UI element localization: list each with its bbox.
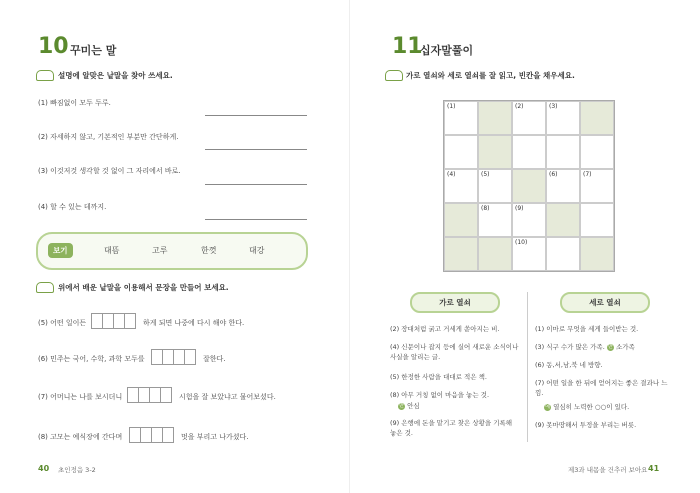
clue-number: (2) — [515, 103, 524, 110]
crossword-cell[interactable] — [546, 135, 580, 169]
across-clue-5: (5) 한정한 사람을 대대로 적은 책. — [390, 373, 487, 381]
crown-icon — [385, 70, 403, 81]
down-clue-7: (7) 어떤 일을 한 뒤에 얻어지는 좋은 결과나 느낌. — [535, 379, 668, 397]
word-option: 한껏 — [201, 246, 217, 255]
crossword-cell[interactable] — [478, 169, 512, 203]
answer-cells-8[interactable] — [130, 427, 174, 443]
question-4: (4) 할 수 있는 데까지. — [38, 203, 107, 211]
question-3: (3) 이것저것 생각할 것 없이 그 자리에서 바로. — [38, 167, 181, 175]
crossword-blocked-cell — [580, 101, 614, 135]
crossword-cell[interactable] — [444, 169, 478, 203]
sentence-8-end: 멋을 부리고 나가셨다. — [181, 433, 249, 441]
answer-line-1[interactable] — [205, 115, 307, 116]
crossword-cell[interactable] — [546, 237, 580, 271]
crossword-cell[interactable] — [580, 203, 614, 237]
page-number: 41 — [648, 464, 660, 473]
crossword-cell[interactable] — [580, 135, 614, 169]
crossword-blocked-cell — [512, 169, 546, 203]
crossword-cell[interactable] — [444, 135, 478, 169]
clue-number: (8) — [481, 205, 490, 212]
sentence-5-start: (5) 어떤 일이든 — [38, 319, 87, 327]
antonym-word: 소가족 — [615, 343, 635, 351]
chapter-title: 십자말풀이 — [420, 44, 474, 57]
crown-icon — [36, 70, 54, 81]
crossword-cell[interactable] — [478, 203, 512, 237]
sentence-6-end: 잘한다. — [203, 355, 226, 363]
word-box-label: 보기 — [48, 243, 73, 258]
crossword-cell[interactable] — [512, 203, 546, 237]
word-option: 고루 — [152, 246, 168, 255]
answer-cells-7[interactable] — [128, 387, 172, 403]
crossword-cell[interactable] — [512, 237, 546, 271]
crossword-blocked-cell — [478, 237, 512, 271]
crossword-cell[interactable] — [512, 101, 546, 135]
clue-number: (9) — [515, 205, 524, 212]
across-clues-title: 가로 열쇠 — [410, 292, 500, 313]
across-clue-8-antonym — [398, 401, 420, 411]
across-clue-8: (8) 아무 거칭 없이 마음을 놓는 것. — [390, 391, 490, 399]
word-option: 대뜸 — [104, 246, 120, 255]
chapter-number: 11 — [392, 34, 423, 59]
crossword-grid — [443, 100, 615, 272]
crossword-blocked-cell — [478, 135, 512, 169]
crossword-cell[interactable] — [444, 101, 478, 135]
sentence-5-end: 하게 되면 나중에 다시 해야 한다. — [143, 319, 245, 327]
clue-number: (1) — [447, 103, 456, 110]
down-clue-7-example — [544, 402, 629, 412]
word-box — [36, 232, 308, 270]
crossword-cell[interactable] — [580, 169, 614, 203]
column-divider — [527, 292, 528, 442]
page-number: 40 — [38, 464, 50, 473]
crossword-blocked-cell — [478, 101, 512, 135]
answer-cells-5[interactable] — [92, 313, 136, 329]
example-sentence: 열심히 노력한 ○○이 있다. — [553, 403, 630, 411]
crossword-cell[interactable] — [512, 135, 546, 169]
instruction-2: 위에서 배운 낱말을 이용해서 문장을 만들어 보세요. — [58, 283, 229, 292]
clue-number: (4) — [447, 171, 456, 178]
chapter-number: 10 — [38, 34, 69, 59]
answer-cells-6[interactable] — [152, 349, 196, 365]
instruction: 가로 열쇠와 세로 열쇠를 잘 읽고, 빈칸을 채우세요. — [406, 71, 575, 80]
crossword-blocked-cell — [444, 237, 478, 271]
down-clue-9: (9) 못마땅해서 투정을 부리는 버릇. — [535, 421, 637, 429]
clue-number: (5) — [481, 171, 490, 178]
down-clue-1: (1) 이마로 무엇을 세게 들이받는 것. — [535, 325, 639, 333]
clue-number: (3) — [549, 103, 558, 110]
crossword-blocked-cell — [580, 237, 614, 271]
instruction-1: 설명에 알맞은 낱말을 찾아 쓰세요. — [58, 71, 173, 80]
example-badge-icon: 예 — [545, 403, 550, 410]
antonym-badge-icon: 반 — [607, 343, 613, 350]
word-option: 대강 — [249, 246, 265, 255]
clue-number: (6) — [549, 171, 558, 178]
down-clues-title: 세로 열쇠 — [560, 292, 650, 313]
down-clue-3 — [535, 342, 680, 352]
chapter-title: 꾸미는 말 — [70, 44, 117, 57]
down-clue-6: (6) 동,서,남,북 네 방향. — [535, 361, 603, 369]
crossword-blocked-cell — [444, 203, 478, 237]
antonym-word: 안심 — [407, 402, 420, 410]
question-1: (1) 빠짐없이 모두 두루. — [38, 99, 111, 107]
antonym-badge-icon: 반 — [399, 402, 404, 409]
answer-line-3[interactable] — [205, 184, 307, 185]
page-footer: 초인정음 3-2 — [58, 466, 96, 474]
clue-number: (10) — [515, 239, 528, 246]
crossword-cell[interactable] — [546, 101, 580, 135]
crossword-blocked-cell — [546, 203, 580, 237]
answer-line-2[interactable] — [205, 149, 307, 150]
down-clue-3-text: (3) 식구 수가 많은 가족. — [535, 343, 605, 351]
crossword-cell[interactable] — [546, 169, 580, 203]
page-footer: 제3과 내몸을 건추러 보아요 — [568, 466, 648, 474]
sentence-6-start: (6) 민주는 국어, 수학, 과학 모두를 — [38, 355, 145, 363]
across-clue-9: (9) 은행에 돈을 맡기고 찾은 상황을 기록해 놓은 것. — [390, 419, 513, 437]
sentence-8-start: (8) 고모는 예식장에 간다며 — [38, 433, 123, 441]
question-2: (2) 자세하지 않고, 기본적인 부분만 간단하게. — [38, 133, 179, 141]
across-clue-4: (4) 신문이나 잡지 등에 실어 새로운 소식이나 사실을 알리는 글. — [390, 343, 519, 361]
answer-line-4[interactable] — [205, 219, 307, 220]
sentence-7-start: (7) 어머니는 나를 보시더니 — [38, 393, 123, 401]
sentence-7-end: 시험을 잘 보았냐고 물어보셨다. — [179, 393, 276, 401]
clue-number: (7) — [583, 171, 592, 178]
across-clue-2: (2) 장대처럼 굵고 거세게 쏟아지는 비. — [390, 325, 500, 333]
crown-icon — [36, 282, 54, 293]
